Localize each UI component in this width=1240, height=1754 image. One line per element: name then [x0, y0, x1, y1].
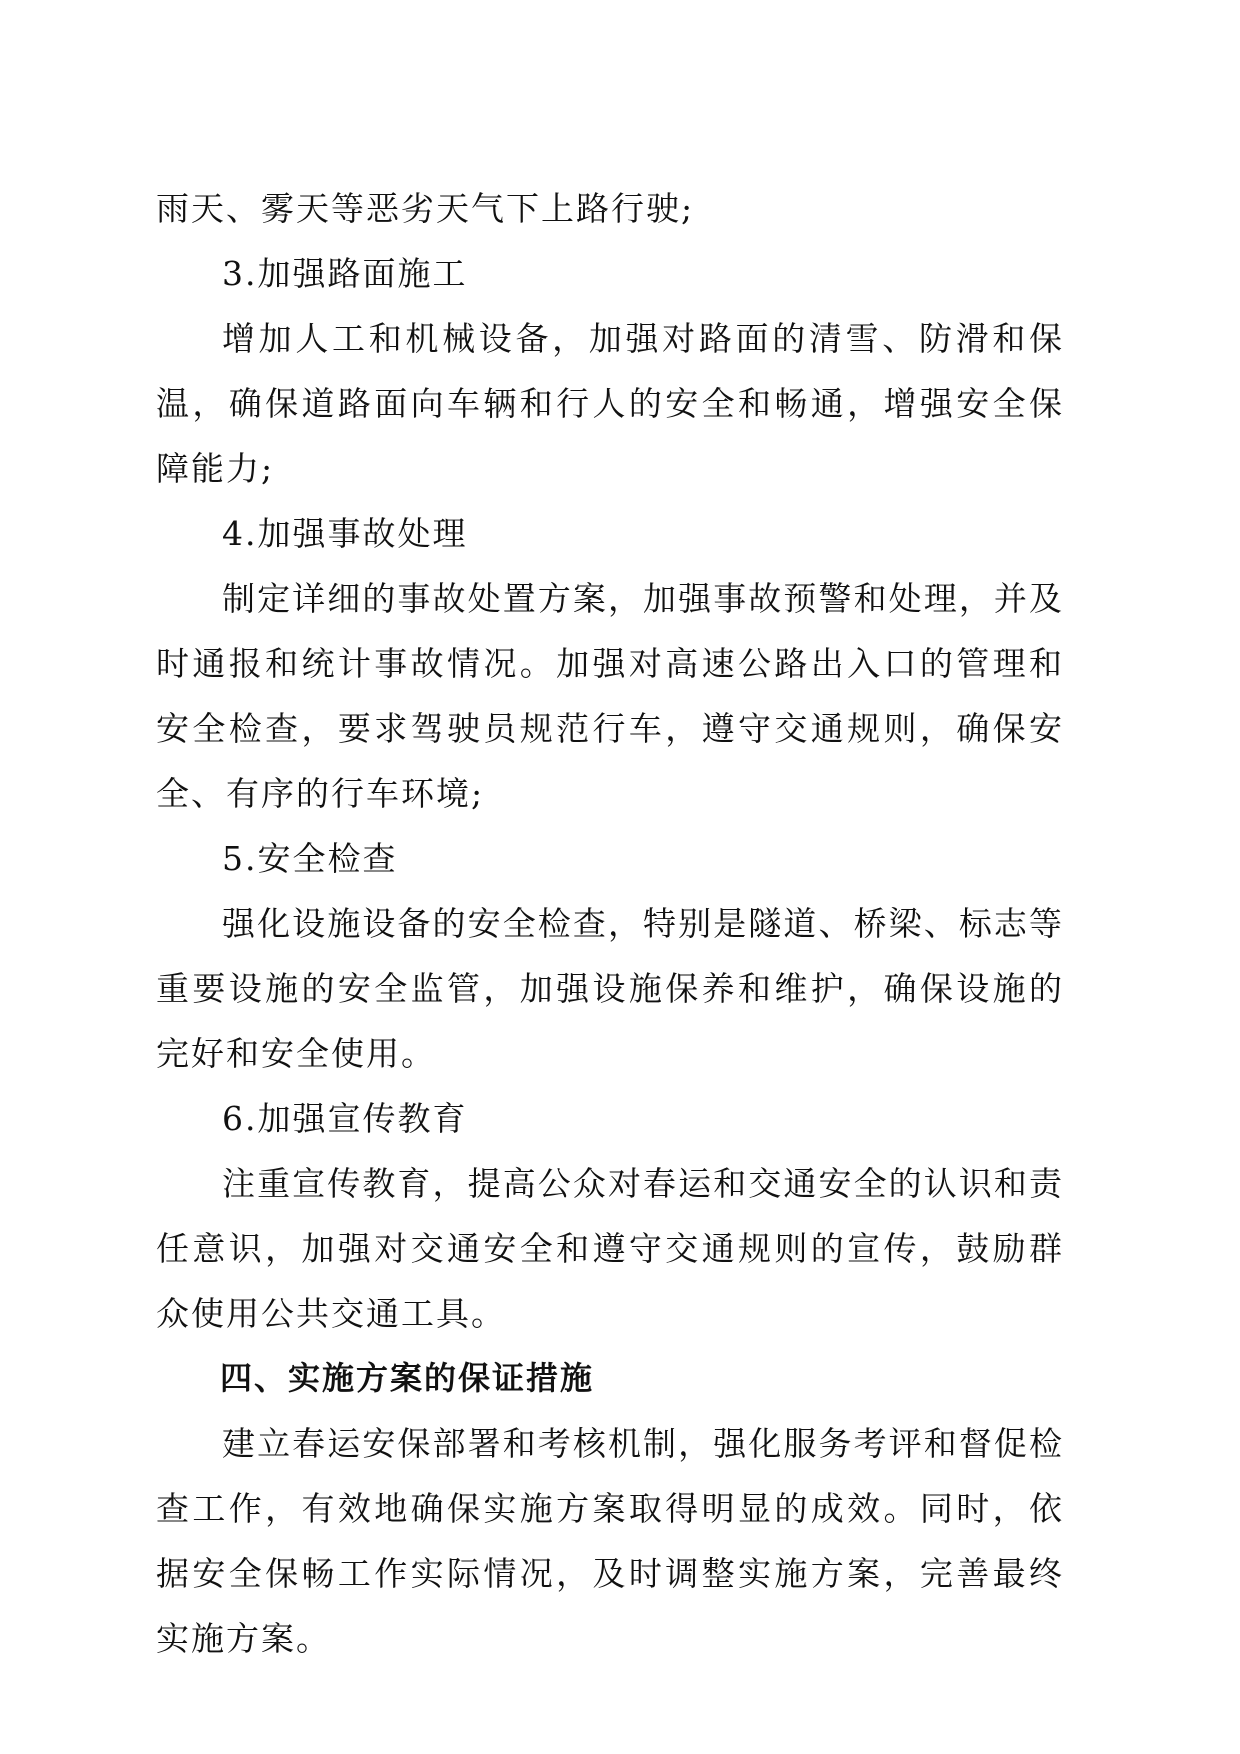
paragraph-item-5: 强化设施设备的安全检查，特别是隧道、桥梁、标志等重要设施的安全监管，加强设施保养和维护，确保设施的完好和安全使用。 — [156, 904, 1064, 1073]
paragraph-section-4: 建立春运安保部署和考核机制，强化服务考评和督促检查工作，有效地确保实施方案取得明显的成效。同时，依据安全保畅工作实际情况，及时调整实施方案，完善最终实施方案。 — [156, 1424, 1064, 1658]
document-body — [156, 176, 1064, 1671]
heading-item-3: 3.加强路面施工 — [222, 254, 468, 293]
paragraph-continuation: 雨天、雾天等恶劣天气下上路行驶; — [156, 189, 695, 228]
heading-item-4: 4.加强事故处理 — [222, 514, 468, 553]
heading-item-6: 6.加强宣传教育 — [222, 1099, 468, 1138]
section-heading-4: 四、实施方案的保证措施 — [220, 1359, 595, 1397]
paragraph-item-6: 注重宣传教育，提高公众对春运和交通安全的认识和责任意识，加强对交通安全和遵守交通规则的宣传，鼓励群众使用公共交通工具。 — [156, 1164, 1064, 1333]
paragraph-item-3: 增加人工和机械设备，加强对路面的清雪、防滑和保温，确保道路面向车辆和行人的安全和畅通，增强安全保障能力; — [156, 319, 1064, 488]
paragraph-item-4: 制定详细的事故处置方案，加强事故预警和处理，并及时通报和统计事故情况。加强对高速公路出入口的管理和安全检查，要求驾驶员规范行车，遵守交通规则，确保安全、有序的行车环境; — [156, 579, 1064, 813]
heading-item-5: 5.安全检查 — [222, 839, 398, 878]
